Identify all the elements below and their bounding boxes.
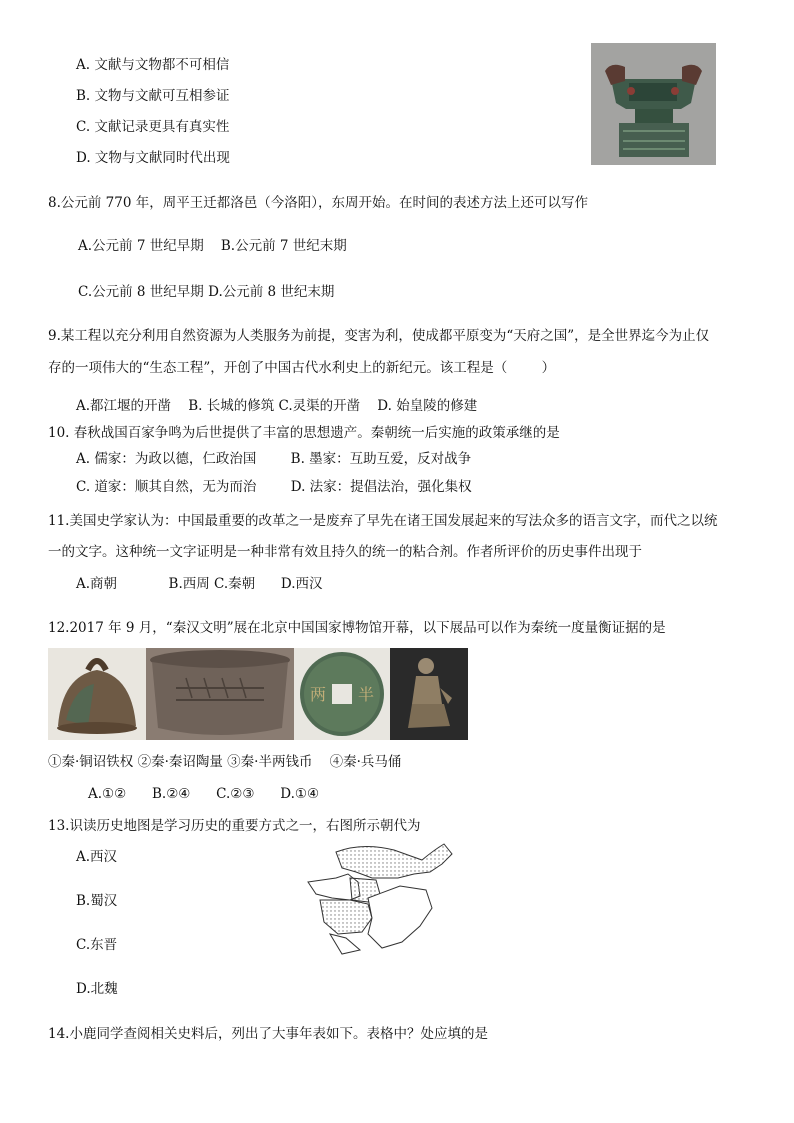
q11-options: A.商朝 B.西周 C.秦朝 D.西汉 xyxy=(76,576,323,592)
coin-character-ban: 半 xyxy=(358,685,375,704)
bronze-weight-image xyxy=(48,648,146,740)
q13-option-c: C.东晋 xyxy=(76,937,118,953)
q7-option-b: B. 文物与文献可互相参证 xyxy=(76,88,230,104)
q12-options: A.①② B.②④ C.②③ D.①④ xyxy=(88,786,320,802)
q10-options-line1: A. 儒家：为政以德，仁政治国 B. 墨家：互助互爱，反对战争 xyxy=(76,451,472,467)
terracotta-warrior-image xyxy=(390,648,468,740)
q7-option-c: C. 文献记录更具有真实性 xyxy=(76,119,230,135)
q12-stem: 12.2017 年 9 月，“秦汉文明”展在北京中国国家博物馆开幕，以下展品可以作为秦统一度量衡证据的是 xyxy=(48,620,666,636)
q11-stem-line2: 一的文字。这种统一文字证明是一种非常有效且持久的统一的粘合剂。作者所评价的历史事件出现于 xyxy=(48,544,642,560)
q12-captions: ①秦·铜诏铁权 ②秦·秦诏陶量 ③秦·半两钱币 ④秦·兵马俑 xyxy=(48,754,402,770)
q10-options-line2: C. 道家：顺其自然，无为而治 D. 法家：提倡法治，强化集权 xyxy=(76,479,472,495)
q10-stem: 10. 春秋战国百家争鸣为后世提供了丰富的思想遗产。秦朝统一后实施的政策承继的是 xyxy=(48,425,560,441)
historical-map-image xyxy=(302,838,462,960)
q7-option-a: A. 文献与文物都不可相信 xyxy=(76,57,230,73)
q13-stem: 13.识读历史地图是学习历史的重要方式之一，右图所示朝代为 xyxy=(48,818,421,834)
q13-option-d: D.北魏 xyxy=(76,981,118,997)
bronze-vessel-image xyxy=(591,43,716,165)
q9-stem-line2: 存的一项伟大的“生态工程”，开创了中国古代水利史上的新纪元。该工程是（ ） xyxy=(48,360,556,376)
q9-options: A.都江堰的开凿 B. 长城的修筑 C.灵渠的开凿 D. 始皇陵的修建 xyxy=(76,398,478,414)
pottery-measure-image xyxy=(146,648,294,740)
q13-option-a: A.西汉 xyxy=(76,849,118,865)
coin-character-liang: 两 xyxy=(310,685,327,704)
q8-stem: 8.公元前 770 年，周平王迁都洛邑（今洛阳），东周开始。在时间的表述方法上还可以写作 xyxy=(48,195,588,211)
q8-options-line2: C.公元前 8 世纪早期 D.公元前 8 世纪末期 xyxy=(78,284,335,300)
q9-stem-line1: 9.某工程以充分利用自然资源为人类服务为前提，变害为利，使成都平原变为“天府之国”，是全世界迄今为止仅 xyxy=(48,328,710,344)
q11-stem-line1: 11.美国史学家认为：中国最重要的改革之一是废弃了早先在诸王国发展起来的写法众多的语言文字，而代之以统 xyxy=(48,513,718,529)
q13-option-b: B.蜀汉 xyxy=(76,893,118,909)
q7-option-d: D. 文物与文献同时代出现 xyxy=(76,150,230,166)
q8-options-line1: A.公元前 7 世纪早期 B.公元前 7 世纪末期 xyxy=(78,238,347,254)
q14-stem: 14.小鹿同学查阅相关史料后，列出了大事年表如下。表格中？处应填的是 xyxy=(48,1026,488,1042)
banliang-coin-image xyxy=(294,648,390,740)
